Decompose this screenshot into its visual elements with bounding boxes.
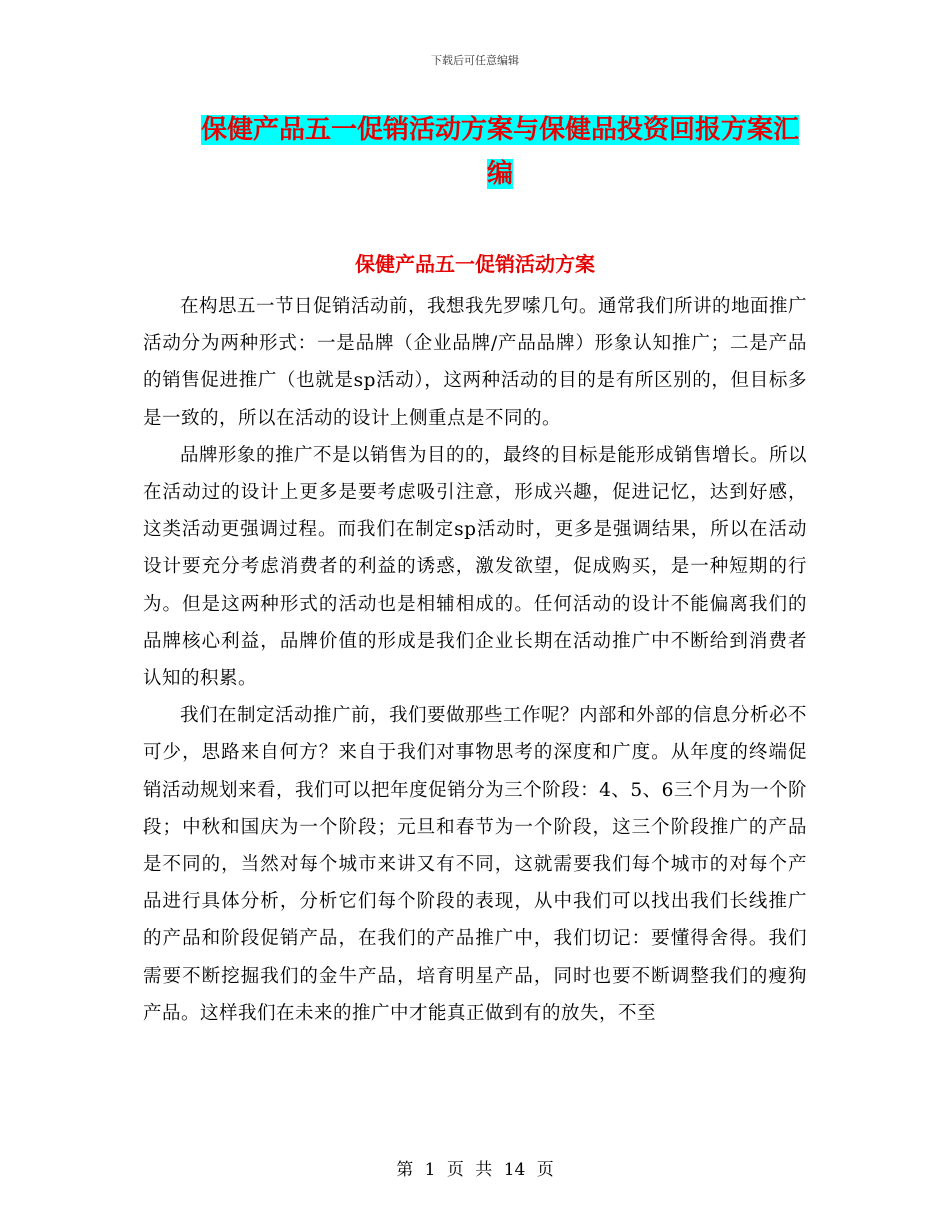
- document-title-line-2: 编: [486, 159, 513, 189]
- paragraph-3: 我们在制定活动推广前，我们要做那些工作呢？内部和外部的信息分析必不可少，思路来自何方？来自于我们对事物思考的深度和广度。从年度的终端促销活动规划来看，我们可以把年度促销分为三个阶段：4、5、6三个月为一个阶段；中秋和国庆为一个阶段；元旦和春节为一个阶段，这三个阶段推广的产品是不同的，当然对每个城市来讲又有不同，这就需要我们每个城市的对每个产品进行具体分析，分析它们每个阶段的表现，从中我们可以找出我们长线推广的产品和阶段促销产品，在我们的产品推广中，我们切记：要懂得舍得。我们需要不断挖掘我们的金牛产品，培育明星产品，同时也要不断调整我们的瘦狗产品。这样我们在未来的推广中才能真正做到有的放失，不至: [143, 705, 808, 1024]
- document-title-line-1: 保健产品五一促销活动方案与保健品投资回报方案汇: [200, 115, 799, 145]
- header-note: 下载后可任意编辑: [431, 54, 519, 67]
- section-title: 保健产品五一促销活动方案: [355, 252, 595, 276]
- page-number-footer: 第 1 页 共 14 页: [396, 1160, 554, 1180]
- document-title: [140, 108, 860, 196]
- paragraph-1: 在构思五一节日促销活动前，我想我先罗嗦几句。通常我们所讲的地面推广活动分为两种形式：一是品牌（企业品牌/产品品牌）形象认知推广；二是产品的销售促进推广（也就是sp活动），这两种活动的目的是有所区别的，但目标多是一致的，所以在活动的设计上侧重点是不同的。: [143, 296, 808, 429]
- body-text: [143, 288, 807, 1032]
- paragraph-2: 品牌形象的推广不是以销售为目的的，最终的目标是能形成销售增长。所以在活动过的设计上更多是要考虑吸引注意，形成兴趣，促进记忆，达到好感，这类活动更强调过程。而我们在制定sp活动时，更多是强调结果，所以在活动设计要充分考虑消费者的利益的诱惑，激发欲望，促成购买，是一种短期的行为。但是这两种形式的活动也是相辅相成的。任何活动的设计不能偏离我们的品牌核心利益，品牌价值的形成是我们企业长期在活动推广中不断给到消费者认知的积累。: [143, 444, 808, 690]
